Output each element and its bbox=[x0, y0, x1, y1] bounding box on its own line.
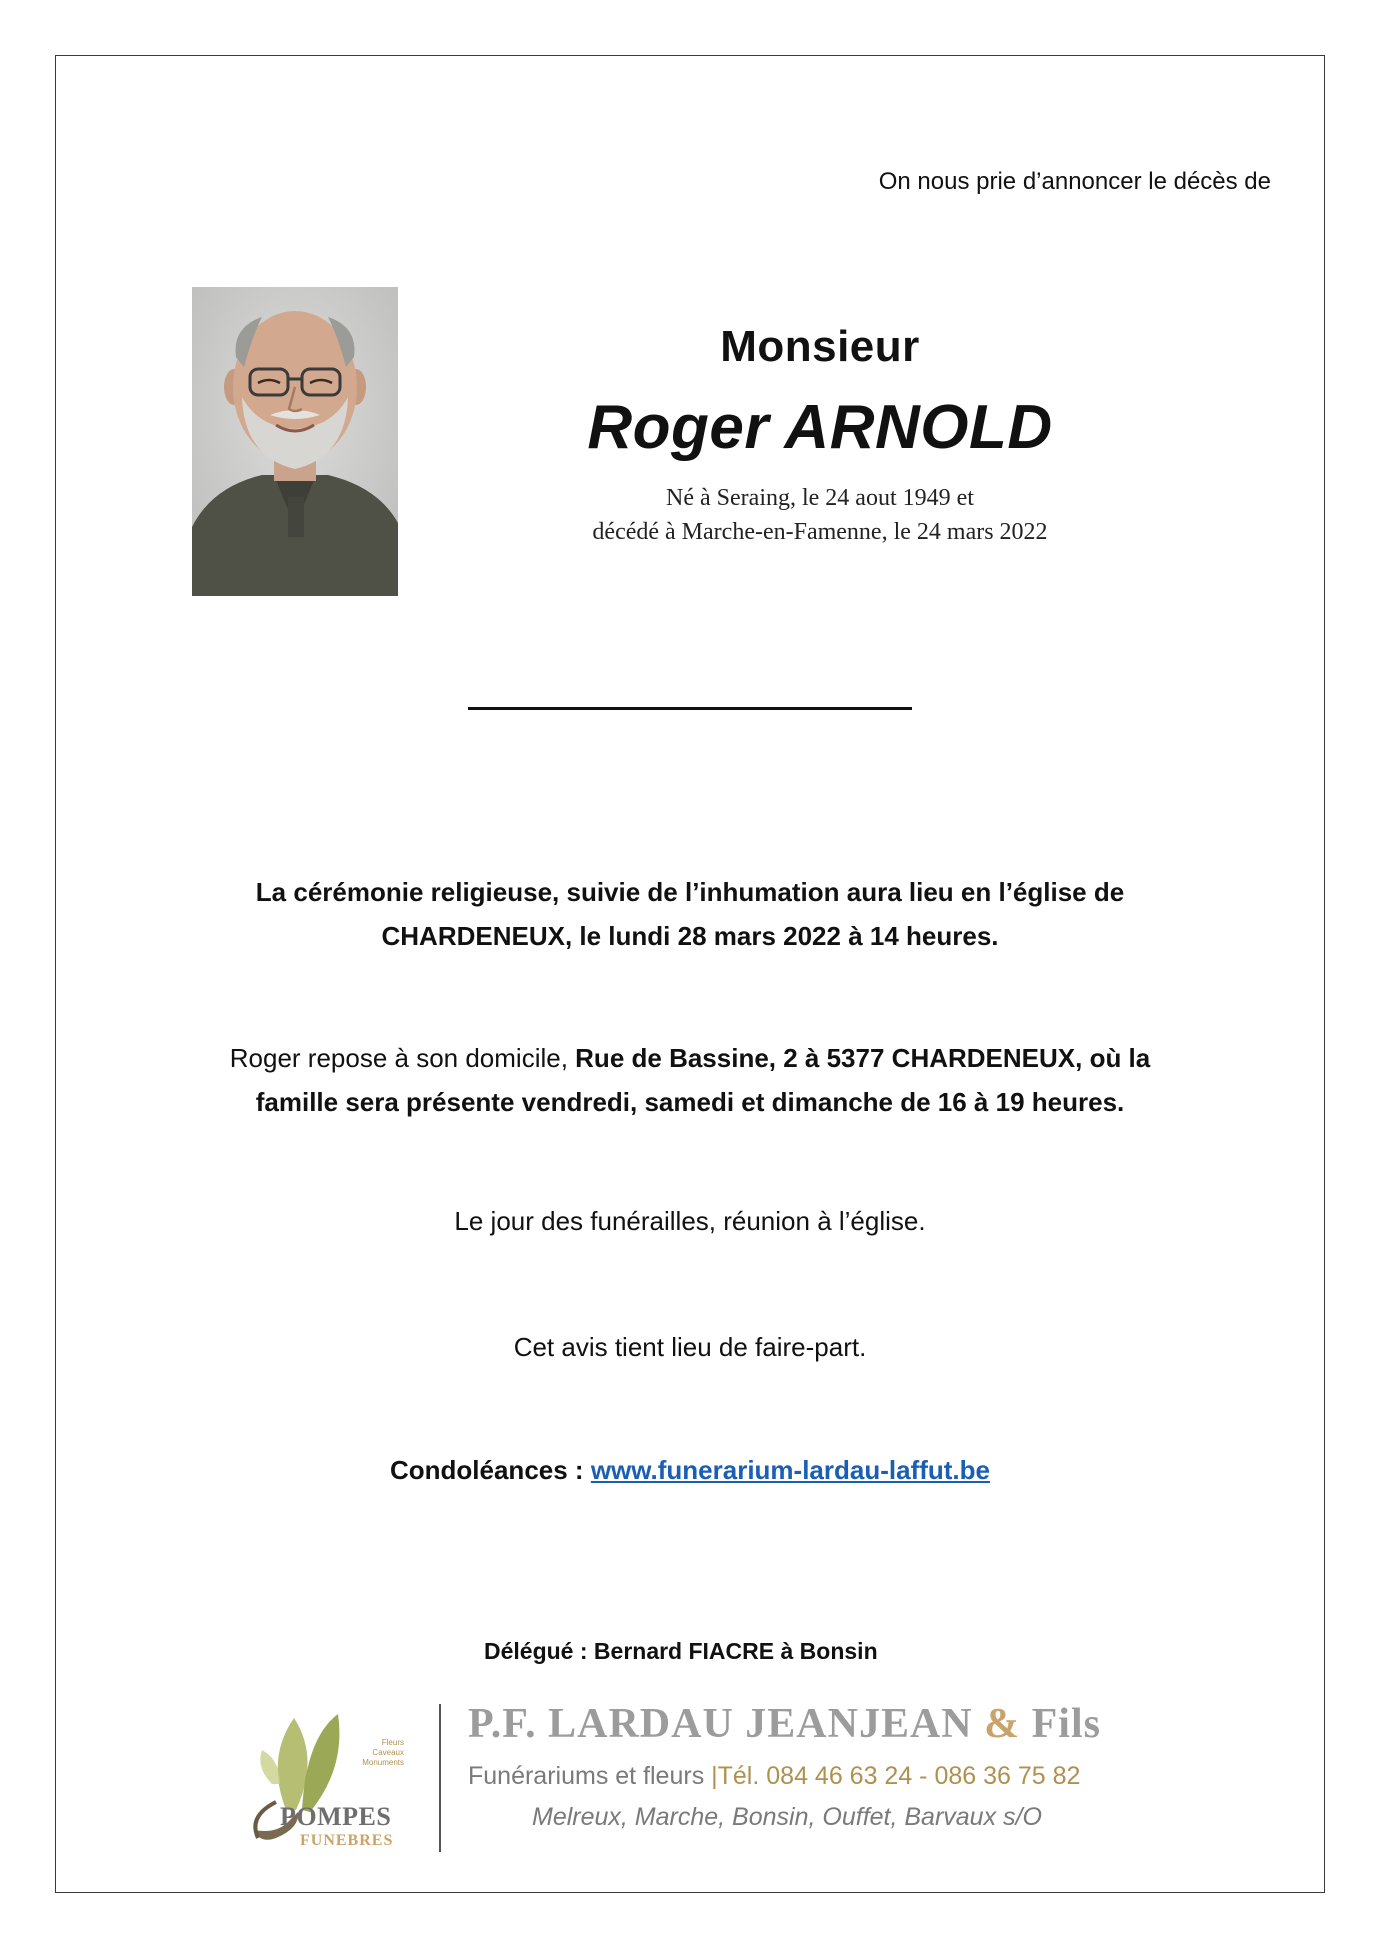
portrait-photo bbox=[192, 287, 398, 596]
logo-small-line-3: Monuments bbox=[362, 1758, 404, 1767]
portrait-illustration bbox=[192, 287, 398, 596]
repose-paragraph bbox=[100, 1036, 1280, 1124]
company-name-main: P.F. LARDAU JEANJEAN bbox=[468, 1701, 985, 1747]
repose-line-2: famille sera présente vendredi, samedi et dimanche de 16 à 19 heures. bbox=[255, 1087, 1125, 1117]
ceremony-line-1: La cérémonie religieuse, suivie de l’inhumation aura lieu en l’église de bbox=[255, 877, 1125, 907]
birth-line: Né à Seraing, le 24 aout 1949 et bbox=[666, 485, 974, 511]
deceased-title-block bbox=[470, 322, 1170, 549]
condolences-label: Condoléances : bbox=[389, 1455, 591, 1485]
logo-small-line-2: Caveaux bbox=[372, 1748, 404, 1757]
company-block bbox=[468, 1698, 1168, 1836]
deceased-name: Roger ARNOLD bbox=[587, 393, 1053, 462]
intro-text: On nous prie d’annoncer le décès de bbox=[878, 168, 1271, 195]
notice-text: Cet avis tient lieu de faire-part. bbox=[513, 1332, 867, 1362]
birth-death-dates bbox=[470, 481, 1170, 549]
logo-pompes-text: POMPES bbox=[280, 1802, 392, 1831]
company-locations: Melreux, Marche, Bonsin, Ouffet, Barvaux s/O bbox=[532, 1803, 1042, 1831]
company-tagline bbox=[468, 1754, 1168, 1798]
separator-line bbox=[468, 707, 912, 710]
civility: Monsieur bbox=[720, 322, 920, 371]
footer bbox=[236, 1698, 1156, 1858]
logo-small-text bbox=[348, 1738, 404, 1768]
logo-funebres-text: FUNEBRES bbox=[300, 1832, 394, 1849]
logo-small-line-1: Fleurs bbox=[381, 1738, 404, 1747]
delegate-text: Délégué : Bernard FIACRE à Bonsin bbox=[484, 1638, 878, 1664]
ceremony-line-2: CHARDENEUX, le lundi 28 mars 2022 à 14 heures. bbox=[381, 921, 999, 951]
company-name bbox=[468, 1698, 1168, 1750]
funeral-day-text: Le jour des funérailles, réunion à l’église. bbox=[454, 1206, 926, 1236]
company-ampersand: & bbox=[984, 1701, 1021, 1747]
footer-divider bbox=[439, 1704, 441, 1852]
repose-prefix: Roger repose à son domicile, bbox=[229, 1043, 576, 1073]
tagline-text: Funérariums et fleurs bbox=[468, 1762, 712, 1790]
pompes-funebres-logo bbox=[236, 1698, 426, 1858]
condolences-link[interactable]: www.funerarium-lardau-laffut.be bbox=[590, 1455, 990, 1485]
ceremony-paragraph bbox=[100, 870, 1280, 958]
company-name-fils: Fils bbox=[1020, 1701, 1101, 1747]
death-line: décédé à Marche-en-Famenne, le 24 mars 2022 bbox=[592, 519, 1048, 545]
condolences-line bbox=[100, 1448, 1280, 1492]
phone-numbers: |Tél. 084 46 63 24 - 086 36 75 82 bbox=[711, 1762, 1081, 1790]
repose-line-1 bbox=[100, 1036, 1280, 1080]
repose-address: Rue de Bassine, 2 à 5377 CHARDENEUX, où la bbox=[575, 1043, 1151, 1073]
